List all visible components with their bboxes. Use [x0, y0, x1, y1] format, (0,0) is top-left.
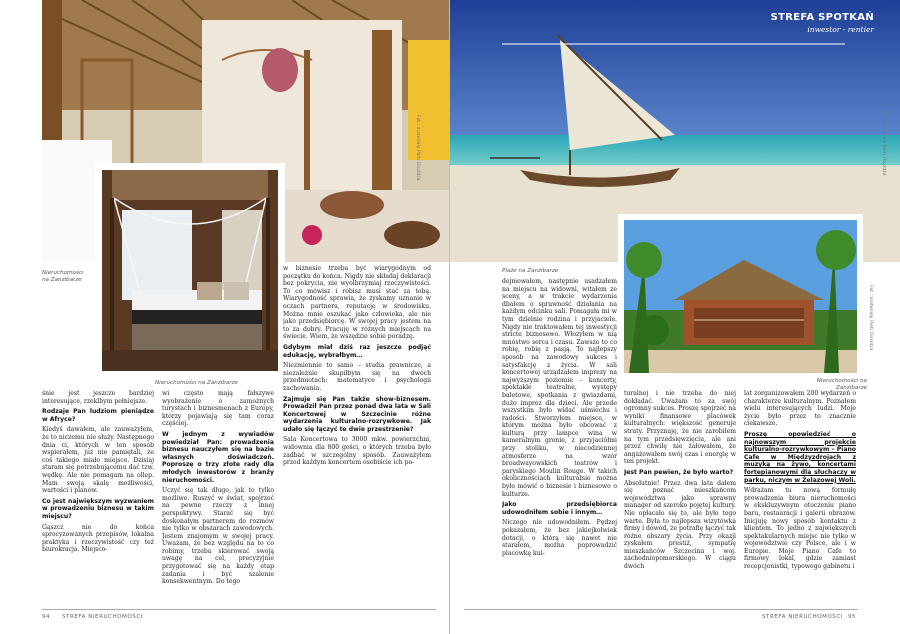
question: Rodzaje Pan ludziom pieniądze w Afryce? — [42, 408, 154, 423]
question: Co jest największym wyzwaniem w prowadzeniu biznesu w takim miejscu? — [42, 497, 154, 520]
bungalow-photo-art — [624, 220, 857, 373]
question: W jednym z wywiadów powiedział Pan: prowadzenia biznesu nauczyłem się na bazie własnych doświadczeń. Poproszę o trzy złote rady dla młodych inwestorów z branży nieruchomości. — [162, 430, 274, 484]
caption-bungalow: Nieruchomości na Zanzibarze — [816, 378, 867, 391]
caption-bedroom: Nieruchomości na Zanzibarze — [155, 380, 238, 386]
article-column-2 — [162, 390, 274, 603]
paragraph: Niczego nie udowodniłem. Pędzej pokazałem, że bez jakiejkolwiek dotacji, o którą się nawet nie starałem, można poprowadzić placówkę kul- — [502, 519, 617, 557]
caption-beach: Plaże na Zanzibarze — [502, 268, 559, 274]
question: Proszę opowiedzieć o najnowszym projekcie kulturalno-rozrywkowym – Piano Cafe w Międzyzdrojach z muzyką na żywo, koncertami fortepianowymi dla słuchaczy w parku, niczym w Żelazowej Woli. — [744, 430, 856, 484]
paragraph: wi często mają fałszywe wyobrażenie o zamożnych turystach i biznesmenach z Europy, którzy pojawiają się tam coraz częściej. — [162, 390, 274, 428]
paragraph: Niezmiennie to samo – studia prawnicze, a niezależnie skupiłbym się na dwóch przedmiotach: matematyce i psychologii zachowania. — [283, 362, 431, 392]
paragraph: Gąszcz nie do końca sprecyzowanych przepisów, lokalna praktyka i rzeczywistość czy też biurokracja. Miejsco- — [42, 523, 154, 554]
question: Jako przedsiębiorca udowodniłem sobie i innym… — [502, 501, 617, 516]
paragraph: Wdrażam tu nową formułę prowadzenia biura nieruchomości w ekskluzywnym otoczeniu piano baru, restauracji i galerii obrazów. Inicjuję nowy sposób kontaktu z klientem. To jedno z największych spektakularnych miejsc nie tylko w województwie czy Polsce, ale i w Europie. Moje Piano Cafe to firmowy lokal, gdzie zamiast recepcjonistki, typowego gabinetu i — [744, 487, 856, 571]
article-column-1 — [42, 390, 154, 603]
question: Zajmuje się Pan także show-biznesem. Prowadził Pan przez ponad dwa lata w Sali Koncertowej w Szczecinie różne wydarzenia kulturalno-rozrywkowe. Jak udało się łączyć te dwie przestrzenie? — [283, 395, 431, 433]
bedroom-photo — [95, 163, 285, 378]
paragraph: śnie jest jeszcze bardziej interesujące, rzeklbym pełniejsze. — [42, 390, 154, 405]
question: Jest Pan pewien, że było warto? — [624, 468, 734, 476]
paragraph: Sala Koncertowa to 3000 mkw. powierzchni, widownia dla 800 gości, o których trzeba było zadbać w szczególny sposób. Zauważyłem przed każdym koncertem osobiście ich po- — [283, 436, 431, 467]
caption-left-top: Nieruchomości na Zanzibarze — [42, 270, 84, 283]
page-number-left: 94 — [42, 614, 51, 620]
paragraph: Uczyć się tak długo, jak to tylko możliwe. Ruszyć w świat, spojrzeć na pewne rzeczy z innej perspektywy. Starać się być doskonałym partnerem do rozmów nie tylko w obszarach zawodowych. Jestem znajomym w swojej pracy. Uważam, że bez względu na to co robimy, trzeba skierować swoją uwagę na cel, precyzyjnie przygotować się na każdy etap zadania i być szalenie konsekwentnym. Do tego — [162, 487, 274, 586]
paragraph: lat zorganizowałem 200 wydarzeń o charakterze kulturalnym. Poznałem wielu interesujących ludzi. Moje życie było przez to znacznie ciekawsze. — [744, 390, 856, 428]
photo-credit: Fot.: materiały Piotr Drożdża — [881, 110, 886, 176]
article-column-3 — [502, 278, 617, 603]
bedroom-photo-art — [102, 170, 278, 371]
footer-label-right: STREFA NIERUCHOMOŚCI — [762, 614, 843, 620]
footer-label-left: STREFA NIERUCHOMOŚCI — [62, 614, 143, 620]
photo-credit: Fot.: materiały Piotr Drożdża — [868, 285, 873, 351]
paragraph: w biznesie trzeba być wiarygodnym od początku do końca. Nigdy nie składaj deklaracji bez pokrycia, nie wyolbrzymiaj rzeczywistości. To co mówisz i robisz musi stać za tobą. Wiarygodność sprawia, że zyskamy uznanie w oczach partnera, reputację w środowisku. Można mnie oszukać jako człowieka, ale nie jako przedsiębiorcę. W swojej pracy jestem na to za dobry. Pracuję w różnych miejscach na świecie. Wiem, że wszędzie sobie poradzę. — [283, 265, 431, 341]
right-page — [450, 0, 900, 634]
bungalow-photo — [618, 214, 863, 379]
paragraph: Absolutnie! Przez dwa lata dałem się poznać mieszkańcom województwa jako sprawny manager od szeroko pojętej kultury. Nie opłacało się to, ale było tego warte. Była to najlepsza wizytówka firmy i dowód, że potrafię łączyć tak różne obszary życia. Przy okazji zyskałem prestiż, sympatię mieszkańców Szczecina i woj. zachodniopomorskiego. W ciągu dwóch — [624, 479, 736, 571]
footer-rule — [42, 609, 436, 610]
footer-rule — [464, 609, 858, 610]
paragraph: turalnej i nie trzeba do niej dokładać. Uważam to za swój ogromny sukces. Proszę spojrzeć na wyniki finansowe placówek kulturalnych: większość generuje straty. Przyznaję, że nie zarobiłem na tym przedsięwzięciu, ale ani przez chwilę nie żałowałem, że angażowałem swój czas i energię w ten projekt. — [624, 390, 736, 466]
section-title: STREFA SPOTKAŃ — [770, 12, 874, 23]
section-header — [771, 12, 874, 34]
article-column-5 — [744, 390, 856, 603]
paragraph: dejmowałem, następnie usadzałem na miejscu na widowni, witałem ze sceny, a w trakcie wydarzenia dbałem o sprawność działania na każdym odcinku sali. Pomagała mi w tym dzielnie rodzina i przyjaciele. Nigdy nie traktowałem tej inwestycji stricte biznesowo. Włożyłem w nią mnóstwo serca i czasu. Zawsze to co robię, robię z pasją. To najlepszy sposób na zawodowy sukces i satysfakcję z życia. W sali koncertowej urządzałem imprezy na najwyższym poziomie – koncerty, spektakle teatralne, występy baletowe, spotkania z gwiazdami, dużo imprez dla dzieci. Ale przede wszystkim było widać uśmiechu i radości. Stworzyłem miejsce, w którym można było obcować z kulturą przy lampce wina w kameralnym gronie, z przyjaciółmi przy stoliku, w niecodziennej atmosferze na wzór broadwayowskich teatrów i paryskiego Moulin Rouge. W takich okolicznościach kulturalnie można było mówić o biznesie i biznesowo o kulturze. — [502, 278, 617, 498]
photo-credit: Fot.: materiały Piotr Drożdża — [415, 115, 420, 181]
article-column-top — [283, 265, 431, 603]
page-number-right: 95 — [848, 614, 857, 620]
question: Gdybym miał dziś raz jeszcze podjąć edukację, wybrałbym… — [283, 343, 431, 359]
paragraph: Kiedyś dawałem, ale zauważyłem, że to niczemu nie służy. Następnego dnia ci, których w ten sposób wspierałem, już nie pamiętali, że coś takiego miało miejsce. Dzisiaj staram się potrzebującemu dać tzw. wędkę. Ale nie pomagam na ollep. Mam swoją skalę możliwości, wartości i planów. — [42, 426, 154, 495]
section-subtitle: inwestor - rentier — [807, 25, 874, 34]
article-column-4 — [624, 390, 736, 603]
